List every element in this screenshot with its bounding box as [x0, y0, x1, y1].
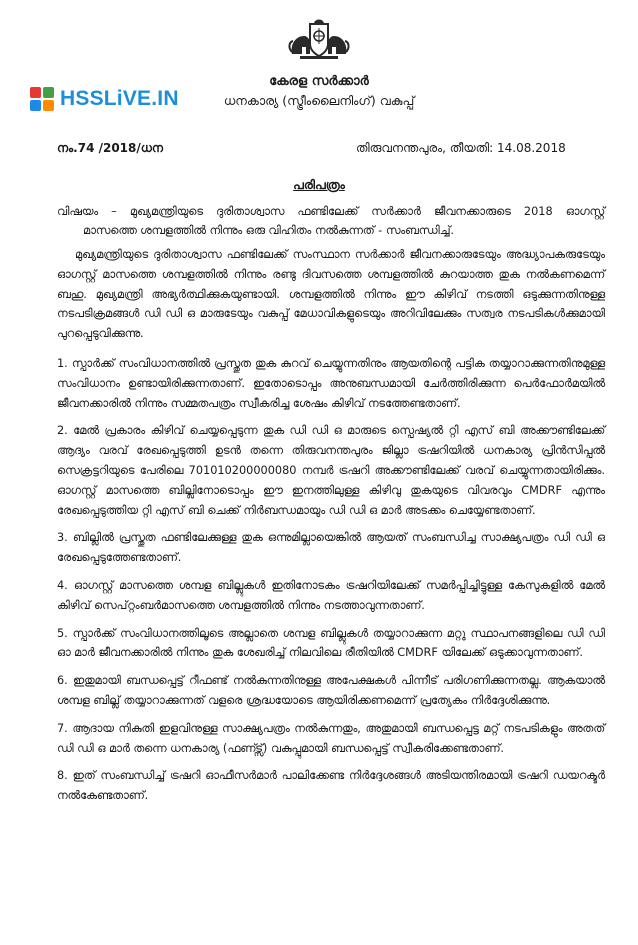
document-title: പരിപത്രം: [293, 177, 345, 192]
logo-text: HSSLiVE.IN: [60, 87, 179, 110]
kids-icon: [30, 87, 56, 111]
subject-line-2: മാസത്തെ ശമ്പളത്തിൽ നിന്നും ഒരു വിഹിതം നൽകുന്നത് - സംബന്ധിച്ച്.: [83, 224, 455, 237]
subject: [57, 202, 605, 240]
point-7: 7. ആദായ നികുതി ഇളവിനുള്ള സാക്ഷ്യപത്രം നൽകുന്നതും, അതുമായി ബന്ധപ്പെട്ട മറ്റ് നടപടികളും അതത് ഡി ഡി ഒ മാർ തന്നെ ധനകാര്യ (ഫണ്ട്സ്) വകുപ്പുമായി ബന്ധപ്പെട്ട് സ്വീകരിക്കേണ്ടതാണ്.: [57, 721, 605, 755]
point-6: 6. ഇതുമായി ബന്ധപ്പെട്ട് റീഫണ്ട് നൽകുന്നതിനുള്ള അപേക്ഷകൾ പിന്നീട് പരിഗണിക്കുന്നതല്ല. ആകയാൽ ശമ്പള ബില്ല് തയ്യാറാക്കുന്നത് വളരെ ശ്രദ്ധയോടെ ആയിരിക്കണമെന്ന് പ്രത്യേകം നിർദ്ദേശിക്കുന്നു.: [57, 674, 605, 707]
point-8: 8. ഇത് സംബന്ധിച്ച് ട്രഷറി ഓഫീസർമാർ പാലിക്കേണ്ട നിർദ്ദേശങ്ങൾ അടിയന്തിരമായി ട്രഷറി ഡയറക്ടർ നൽകേണ്ടതാണ്.: [57, 769, 605, 803]
org-name: കേരള സർക്കാർ: [269, 74, 369, 89]
place-date: തിരുവനന്തപുരം, തീയതി: 14.08.2018: [356, 141, 566, 155]
kerala-emblem-icon: [288, 14, 350, 60]
point-2: 2. മേൽ പ്രകാരം കിഴിവ് ചെയ്യപ്പെടുന്ന തുക ഡി ഡി ഒ മാരുടെ സ്പെഷ്യൽ റ്റി എസ് ബി അക്കൗണ്ടിലേക്ക് ആദ്യം വരവ് രേഖപ്പെടുത്തി ഉടൻ തന്നെ തിരുവനന്തപുരം ജില്ലാ ട്രഷറിയിൽ ധനകാര്യ പ്രിൻസിപ്പൽ സെക്രട്ടറിയുടെ പേരിലെ 701010200000080 നമ്പർ ട്രഷറി അക്കൗണ്ടിലേക്ക് വരവ് ചെയ്യുന്നതായിരിക്കും. ഓഗസ്റ്റ് മാസത്തെ ബില്ലിനോടൊപ്പം ഈ ഇനത്തിലുള്ള കിഴിവു തുകയുടെ വിവരവും CMDRF എന്നും രേഖപ്പെടുത്തിയ റ്റി എസ് ബി ചെക്ക് നിർബന്ധമായും ഡി ഡി ഒ മാർ അടക്കം ചെയ്യേണ്ടതാണ്.: [57, 424, 605, 517]
point-1: 1. സ്പാർക്ക് സംവിധാനത്തിൽ പ്രസ്തുത തുക കുറവ് ചെയ്യുന്നതിനും ആയതിന്റെ പട്ടിക തയ്യാറാക്കുന്നതിനുമുള്ള സംവിധാനം ഉണ്ടായിരിക്കുന്നതാണ്. ഇതോടൊപ്പം അനുബന്ധമായി ചേർത്തിരിക്കുന്ന പെർഫോർമയിൽ ജീവനക്കാരിൽ നിന്നും സമ്മതപത്രം സ്വീകരിച്ച ശേഷം കിഴിവ് നടത്തേണ്ടതാണ്.: [57, 356, 605, 410]
point-5: 5. സ്പാർക്ക് സംവിധാനത്തിലൂടെ അല്ലാതെ ശമ്പള ബില്ലുകൾ തയ്യാറാക്കുന്ന മറ്റു സ്ഥാപനങ്ങളിലെ ഡി ഡി ഓ മാർ ജീവനക്കാരിൽ നിന്നും തുക ശേഖരിച്ച് നിലവിലെ രീതിയിൽ CMDRF യിലേക്ക് ഒടുക്കാവുന്നതാണ്.: [57, 626, 605, 660]
department-name: ധനകാര്യ (സ്ട്രീംലൈനിംഗ്) വകുപ്പ്: [223, 93, 415, 108]
hsslive-logo: [30, 86, 220, 112]
subject-line-1: വിഷയം – മുഖ്യമന്ത്രിയുടെ ദുരിതാശ്വാസ ഫണ്ടിലേക്ക് സർക്കാർ ജീവനക്കാരുടെ 2018 ഓഗസ്റ്റ്: [57, 205, 605, 218]
document-body: [57, 245, 605, 814]
reference-number: നം.74 /2018/ധന: [57, 141, 164, 155]
intro-paragraph: മുഖ്യമന്ത്രിയുടെ ദുരിതാശ്വാസ ഫണ്ടിലേക്ക് സംസ്ഥാന സർക്കാർ ജീവനക്കാരുടേയും അദ്ധ്യാപകരുടേയും ഓഗസ്റ്റ് മാസത്തെ ശമ്പളത്തിൽ നിന്നും രണ്ടു ദിവസത്തെ ശമ്പളത്തിൽ കുറയാത്ത തുക നൽകണമെന്ന് ബഹു. മുഖ്യമന്ത്രി അഭ്യർത്ഥിക്കുകയുണ്ടായി. ശമ്പളത്തിൽ നിന്നും ഈ കിഴിവ് നടത്തി ഒടുക്കുന്നതിനുള്ള നടപടിക്രമങ്ങൾ ഡി ഡി ഒ മാരുടേയും വകുപ്പ് മേധാവികളുടെയും അറിവിലേക്കും സത്വര നടപടികൾക്കുമായി പുറപ്പെടുവിക്കുന്നു.: [57, 248, 605, 341]
point-4: 4. ഓഗസ്റ്റ് മാസത്തെ ശമ്പള ബില്ലുകൾ ഇതിനോടകം ട്രഷറിയിലേക്ക് സമർപ്പിച്ചിട്ടുള്ള കേസുകളിൽ മേൽ കിഴിവ് സെപ്റ്റംബർമാസത്തെ ശമ്പളത്തിൽ നിന്നും നടത്താവുന്നതാണ്.: [57, 578, 605, 612]
point-3: 3. ബില്ലിൽ പ്രസ്തുത ഫണ്ടിലേക്കുള്ള തുക ഒന്നുമില്ലായെങ്കിൽ ആയത് സംബന്ധിച്ച സാക്ഷ്യപത്രം ഡി ഡി ഒ രേഖപ്പെടുത്തേണ്ടതാണ്.: [57, 531, 605, 565]
